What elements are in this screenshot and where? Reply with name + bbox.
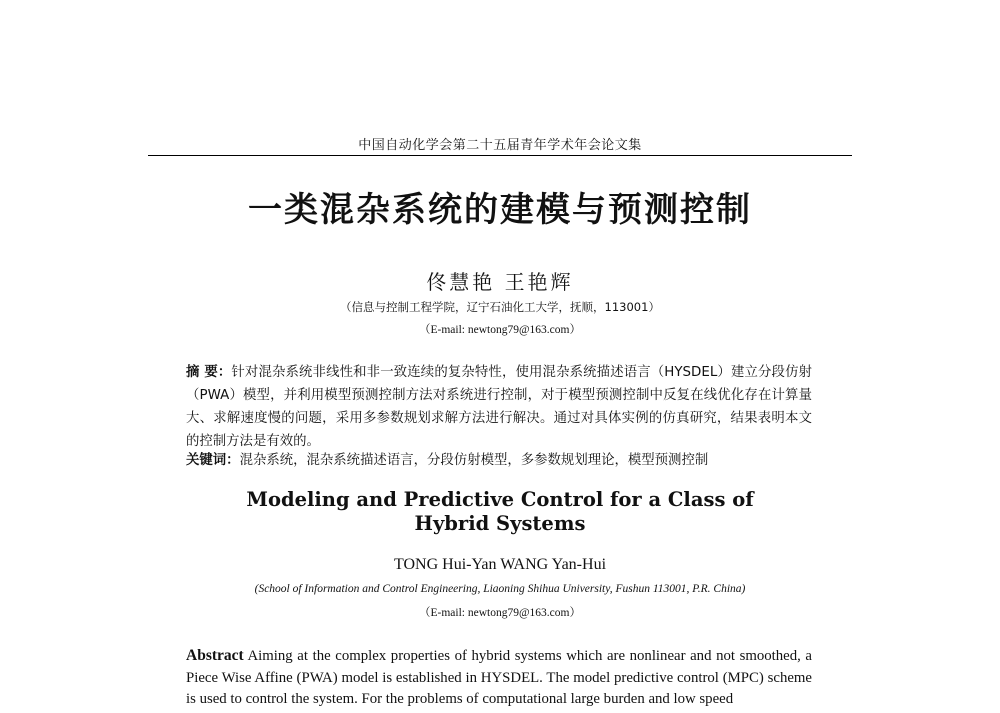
chinese-abstract-text: 针对混杂系统非线性和非一致连续的复杂特性，使用混杂系统描述语言（HYSDEL）建立分段仿射（PWA）模型，并利用模型预测控制方法对系统进行控制，对于模型预测控制中反复在线优化存在计算量大、求解速度慢的问题，采用多参数规划求解方法进行解决。通过对具体实例的仿真研究，结果表明本文的控制方法是有效的。 — [186, 365, 812, 449]
english-abstract-label: Abstract — [186, 647, 244, 664]
english-title — [200, 488, 800, 536]
chinese-keywords-text: 混杂系统，混杂系统描述语言，分段仿射模型，多参数规划理论，模型预测控制 — [239, 453, 709, 468]
chinese-keywords — [186, 449, 812, 472]
english-abstract — [186, 645, 812, 711]
chinese-keywords-label: 关键词： — [186, 453, 240, 468]
header-rule — [148, 155, 852, 156]
chinese-email: （E-mail: newtong79@163.com） — [419, 324, 581, 336]
chinese-abstract-label: 摘 要： — [186, 365, 232, 380]
english-authors: TONG Hui-Yan WANG Yan-Hui — [393, 556, 607, 573]
chinese-abstract — [186, 361, 812, 453]
english-abstract-text: Aiming at the complex properties of hybrid systems which are nonlinear and not smoothed, a Piece Wise Affine (PWA) model is established in HYSDEL. The model predictive control (MPC) scheme is used to control the system. For the problems of computational large burden and low speed — [186, 648, 812, 707]
chinese-authors: 佟慧艳 王艳辉 — [426, 270, 574, 294]
english-title-line-1: Modeling and Predictive Control for a Class of — [246, 488, 754, 511]
chinese-title: 一类混杂系统的建模与预测控制 — [248, 190, 752, 230]
running-header: 中国自动化学会第二十五届青年学术年会论文集 — [358, 138, 642, 153]
english-affiliation: (School of Information and Control Engineering, Liaoning Shihua University, Fushun 113001, P.R. China) — [254, 583, 746, 595]
chinese-affiliation: （信息与控制工程学院，辽宁石油化工大学，抚顺，113001） — [340, 300, 660, 314]
english-email: （E-mail: newtong79@163.com） — [419, 607, 581, 619]
english-title-line-2: Hybrid Systems — [414, 512, 586, 535]
